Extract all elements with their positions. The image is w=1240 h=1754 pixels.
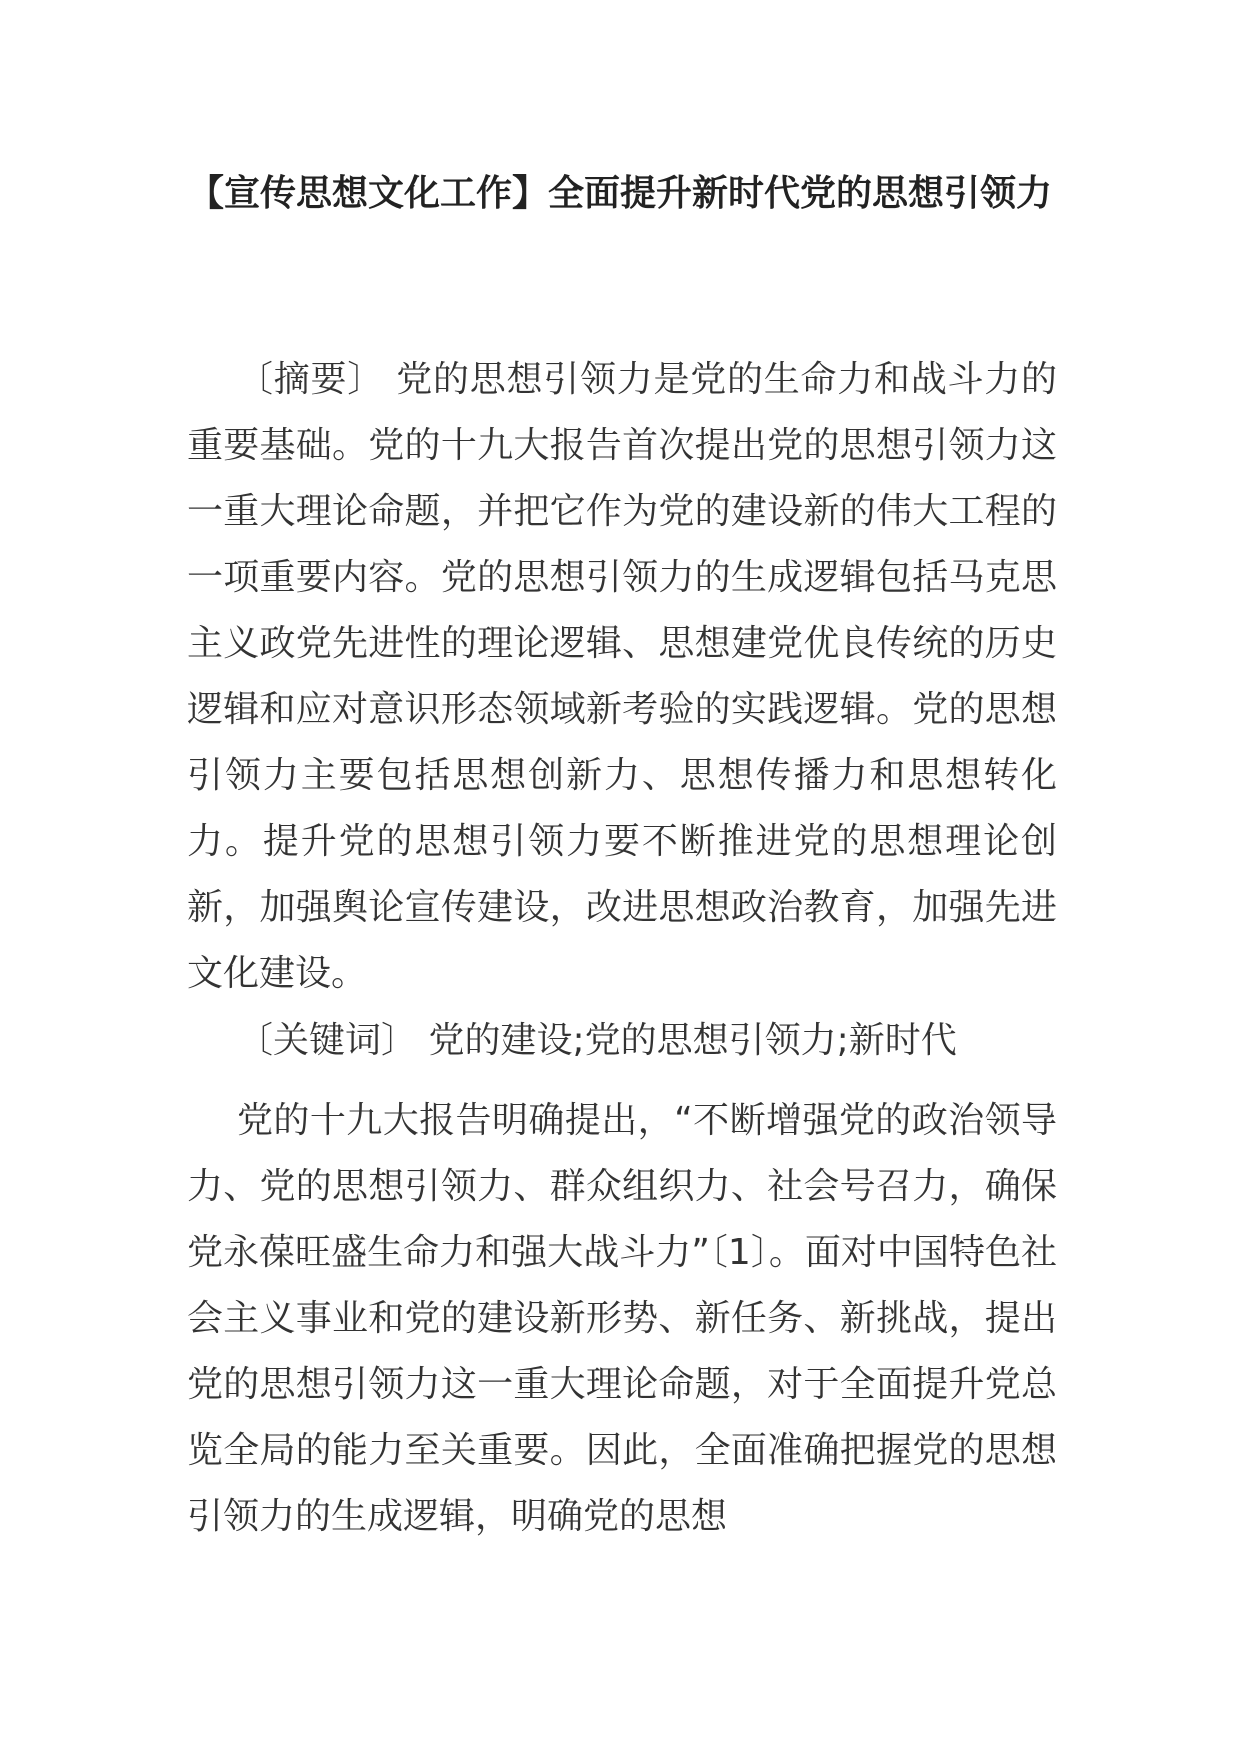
- abstract-label: 〔摘要〕: [237, 359, 385, 400]
- abstract-text: 党的思想引领力是党的生命力和战斗力的重要基础。党的十九大报告首次提出党的思想引领力这一重大理论命题，并把它作为党的建设新的伟大工程的一项重要内容。党的思想引领力的生成逻辑包括马克思主义政党先进性的理论逻辑、思想建党优良传统的历史逻辑和应对意识形态领域新考验的实践逻辑。党的思想引领力主要包括思想创新力、思想传播力和思想转化力。提升党的思想引领力要不断推进党的思想理论创新，加强舆论宣传建设，改进思想政治教育，加强先进文化建设。: [187, 359, 1057, 994]
- abstract-paragraph: [187, 347, 1057, 1007]
- keywords-paragraph: [187, 1008, 1057, 1074]
- keywords-text: 党的建设;党的思想引领力;新时代: [428, 1020, 957, 1061]
- keywords-label: 〔关键词〕: [237, 1020, 418, 1061]
- body-paragraph: 党的十九大报告明确提出，“不断增强党的政治领导力、党的思想引领力、群众组织力、社会号召力，确保党永葆旺盛生命力和强大战斗力”〔1〕。面对中国特色社会主义事业和党的建设新形势、新任务、新挑战，提出党的思想引领力这一重大理论命题，对于全面提升党总览全局的能力至关重要。因此，全面准确把握党的思想引领力的生成逻辑，明确党的思想: [187, 1100, 1057, 1537]
- document-title: 【宣传思想文化工作】全面提升新时代党的思想引领力: [187, 173, 1052, 214]
